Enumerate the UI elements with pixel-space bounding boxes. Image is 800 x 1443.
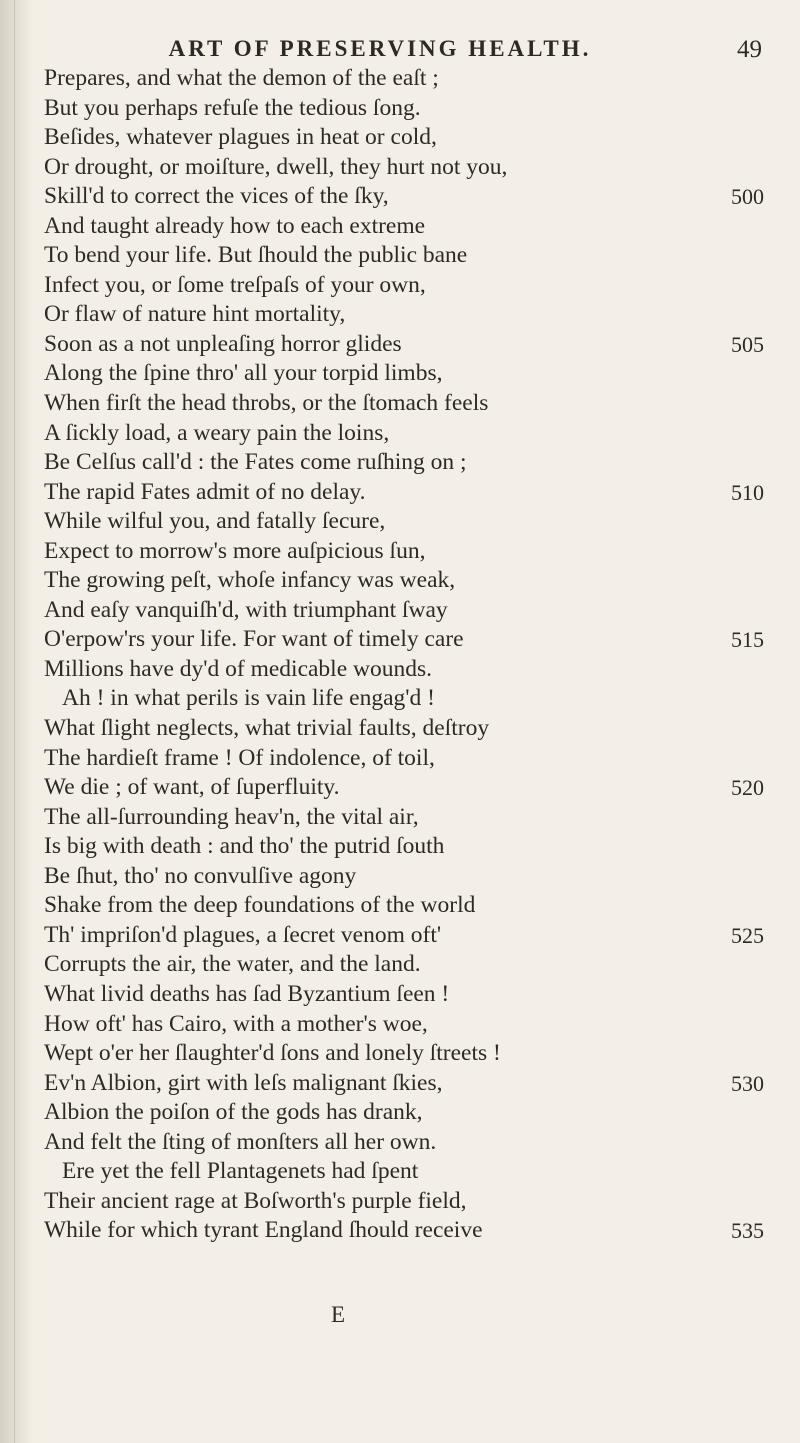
poem-line: Ah ! in what perils is vain life engag'd ! [62, 685, 435, 712]
poem-line: And taught already how to each extreme [44, 212, 426, 239]
poem-line: What livid deaths has ſad Byzantium ſeen ! [44, 980, 450, 1007]
poem-line: And felt the ſting of monſters all her own. [44, 1128, 437, 1155]
poem-line: Infect you, or ſome treſpaſs of your own, [44, 271, 426, 298]
poem-line: The hardieſt frame ! Of indolence, of toil, [44, 744, 435, 771]
line-number: 525 [731, 922, 764, 948]
poem-line: The all-ſurrounding heav'n, the vital air, [44, 803, 419, 830]
line-number: 515 [731, 627, 764, 653]
line-number: 535 [731, 1218, 764, 1244]
line-number: 500 [731, 184, 764, 210]
poem-line: Corrupts the air, the water, and the land. [44, 951, 421, 978]
poem-line: Th' impriſon'd plagues, a ſecret venom oft' [44, 921, 442, 948]
poem-line: A ſickly load, a weary pain the loins, [44, 419, 390, 446]
line-number: 505 [731, 331, 764, 357]
poem-line: Be ſhut, tho' no convulſive agony [44, 862, 357, 889]
poem-line: Millions have dy'd of medicable wounds. [44, 655, 433, 682]
poem-line: While wilful you, and fatally ſecure, [44, 508, 386, 535]
poem-line: Skill'd to correct the vices of the ſky, [44, 183, 389, 210]
poem-line: How oft' has Cairo, with a mother's woe, [44, 1010, 428, 1037]
poem-text [44, 64, 694, 1246]
poem-line: Shake from the deep foundations of the world [44, 892, 476, 919]
poem-line: Ere yet the fell Plantagenets had ſpent [62, 1158, 419, 1185]
poem-line: While for which tyrant England ſhould receive [44, 1217, 483, 1244]
page-edge [14, 0, 15, 1443]
poem-line: To bend your life. But ſhould the public bane [44, 242, 468, 269]
poem-line: Albion the poiſon of the gods has drank, [44, 1099, 423, 1126]
poem-line: Ev'n Albion, girt with leſs malignant ſkies, [44, 1069, 443, 1096]
poem-line: Prepares, and what the demon of the eaſt ; [44, 65, 439, 91]
poem-line: Wept o'er her ſlaughter'd ſons and lonely ſtreets ! [44, 1040, 501, 1067]
poem-line: Along the ſpine thro' all your torpid limbs, [44, 360, 443, 387]
poem-line: O'erpow'rs your life. For want of timely care [44, 626, 464, 653]
poem-line: What ſlight neglects, what trivial faults, deſtroy [44, 715, 490, 742]
poem-line: But you perhaps refuſe the tedious ſong. [44, 94, 421, 121]
poem-line: Expect to morrow's more auſpicious ſun, [44, 537, 426, 564]
running-head: ART OF PRESERVING HEALTH. [168, 36, 592, 61]
poem-line: Or drought, or moiſture, dwell, they hurt not you, [44, 153, 508, 180]
poem-line: We die ; of want, of ſuperfluity. [44, 774, 340, 801]
poem-line: Beſides, whatever plagues in heat or cold, [44, 124, 437, 151]
poem-line: The rapid Fates admit of no delay. [44, 478, 366, 505]
gutter-shadow [0, 0, 34, 1443]
signature-mark: E [331, 1302, 346, 1327]
line-number: 520 [731, 775, 764, 801]
poem-line: Or flaw of nature hint mortality, [44, 301, 346, 328]
line-number: 510 [731, 479, 764, 505]
poem-line: Soon as a not unpleaſing horror glides [44, 330, 402, 357]
poem-line: The growing peſt, whoſe infancy was weak, [44, 567, 456, 594]
poem-line: Is big with death : and tho' the putrid ſouth [44, 833, 445, 860]
poem-line: When firſt the head throbs, or the ſtomach feels [44, 390, 489, 417]
poem-line: Their ancient rage at Boſworth's purple field, [44, 1187, 467, 1214]
page-number: 49 [737, 36, 762, 63]
poem-line: And eaſy vanquiſh'd, with triumphant ſway [44, 596, 448, 623]
poem-line: Be Celſus call'd : the Fates come ruſhing on ; [44, 449, 467, 476]
line-number: 530 [731, 1070, 764, 1096]
